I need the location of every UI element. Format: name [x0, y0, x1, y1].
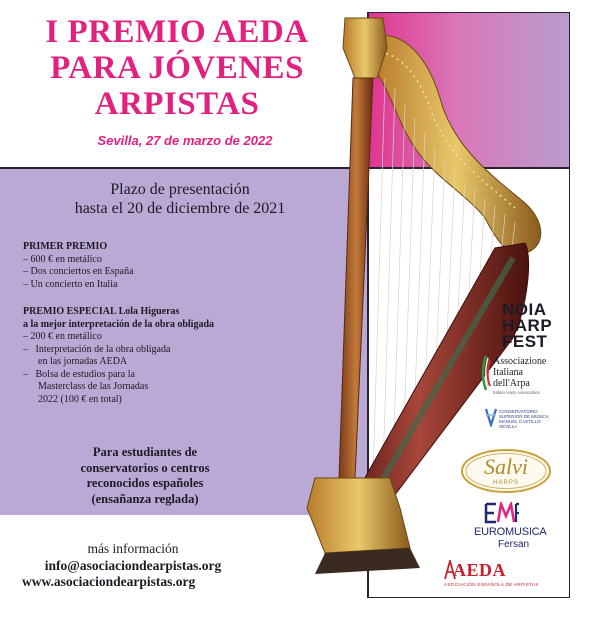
special-prize-item: en las jornadas AEDA — [23, 356, 128, 367]
special-prize-item: Masterclass de las Jornadas — [23, 381, 149, 392]
eligibility-line: conservatorios o centros — [80, 460, 210, 475]
salvi-harps-logo — [460, 448, 552, 494]
aeda-subtitle: ASOCIACIÓN ESPAÑOLA DE ARPISTAS — [444, 582, 539, 587]
euromusica-name: EUROMUSICA — [474, 526, 547, 538]
noia-harp-fest-logo — [502, 302, 552, 350]
first-prize-item: – Dos conciertos en España — [23, 266, 134, 277]
conservatorio-icon — [484, 407, 498, 427]
special-prize-heading: PREMIO ESPECIAL Lola Higueras — [23, 306, 180, 317]
noia-line: HARP — [502, 316, 553, 335]
deadline-line-2: hasta el 20 de diciembre de 2021 — [74, 200, 286, 217]
conservatorio-line: CONSERVATORIO — [499, 409, 538, 414]
deadline-line-1: Plazo de presentación — [110, 181, 250, 198]
first-prize-item: – Un concierto en Italia — [23, 278, 118, 290]
aeda-logo — [443, 560, 568, 594]
special-prize-block — [23, 306, 214, 406]
conservatorio-line: SUPERIOR DE MÚSICA — [499, 414, 549, 419]
emf-icon — [484, 502, 520, 524]
noia-line: FEST — [502, 332, 548, 351]
email-link[interactable]: info@asociaciondearpistas.org — [44, 558, 222, 573]
noia-line: NOIA — [502, 300, 547, 319]
first-prize-item: – 600 € en metálico — [23, 253, 102, 265]
title-line-3: ARPISTAS — [94, 86, 260, 122]
special-prize-item: – Interpretación de la obra obligada — [23, 343, 171, 355]
harp-neck — [373, 36, 541, 254]
italian-flag-icon — [480, 356, 492, 390]
first-prize-heading: PRIMER PREMIO — [23, 241, 108, 252]
special-prize-item: – 200 € en metálico — [23, 331, 102, 342]
aeda-name: AEDA — [453, 560, 507, 580]
special-prize-item: 2022 (100 € en total) — [23, 393, 122, 405]
right-border — [569, 12, 570, 598]
conservatorio-text — [499, 409, 571, 429]
title-line-1: I PREMIO AEDA — [45, 14, 309, 50]
aia-line: dell'Arpa — [493, 378, 530, 389]
eligibility-line: reconocidos españoles — [86, 476, 204, 490]
conservatorio-line: SEVILLA — [499, 424, 518, 429]
first-prize-block — [23, 241, 134, 291]
harp-pillar — [339, 78, 373, 478]
event-date: Sevilla, 27 de marzo de 2022 — [97, 133, 273, 148]
title-line-2: PARA JÓVENES — [50, 50, 304, 86]
bottom-border — [368, 597, 570, 598]
special-prize-subheading: a la mejor interpretación de la obra obligada — [23, 318, 215, 330]
salvi-subtitle: HARPS — [493, 480, 519, 486]
special-prize-item: – Bolsa de estudios para la — [23, 368, 135, 380]
eligibility-line: (ensañanza reglada) — [91, 491, 199, 506]
aia-line: Italiana — [493, 367, 523, 378]
aia-name — [493, 356, 546, 389]
aia-subtitle: Italian Harp Association — [493, 390, 541, 395]
harp-crown — [343, 18, 387, 78]
eligibility-line: Para estudiantes de — [92, 445, 198, 459]
salvi-name: Salvi — [484, 454, 528, 479]
website-link[interactable]: www.asociaciondearpistas.org — [22, 574, 196, 589]
more-info-label: más información — [87, 541, 179, 556]
euromusica-subtitle: Fersan — [498, 539, 530, 550]
aia-line: Associazione — [493, 356, 547, 367]
harp-illustration — [195, 8, 555, 588]
conservatorio-line: MANUEL CASTILLO — [499, 419, 541, 424]
